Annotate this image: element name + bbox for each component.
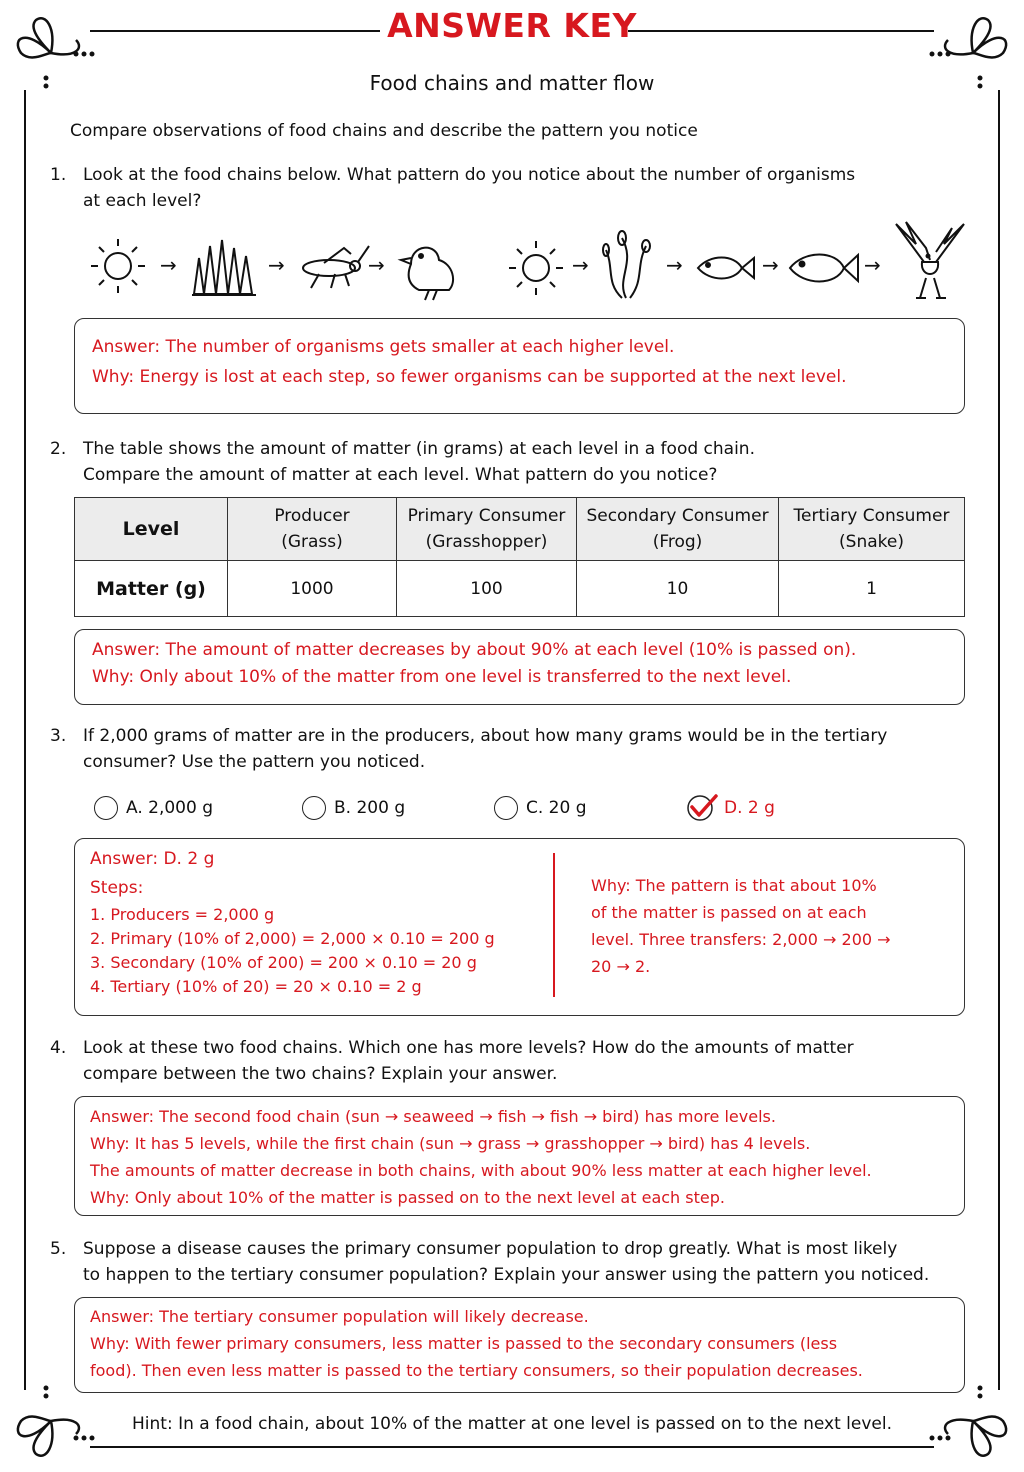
answer-line — [92, 637, 964, 664]
option-label: D. 2 g — [724, 798, 775, 818]
answer-label: Answer: — [92, 337, 161, 357]
why-label: Why: — [591, 876, 631, 895]
grasshopper-icon — [303, 246, 369, 288]
question-line: If 2,000 grams of matter are in the producers, about how many grams would be in the tertiary — [83, 726, 888, 746]
answer-box-2 — [74, 629, 965, 705]
table-cell: 10 — [577, 561, 779, 617]
page-title: ANSWER KEY — [387, 6, 637, 45]
answer-box-3 — [74, 838, 965, 1016]
step-line: 3. Secondary (10% of 200) = 200 × 0.10 = 20 g — [90, 953, 477, 972]
option-label: B. 200 g — [334, 798, 406, 818]
border-bottom — [90, 1446, 934, 1448]
fish-icon — [790, 255, 858, 282]
why-line — [92, 362, 964, 392]
table-cell: 1000 — [228, 561, 397, 617]
answer-line: Why: It has 5 levels, while the first chain (sun → grass → grasshopper → bird) has 4 levels. — [90, 1134, 811, 1153]
arrow-icon: → — [268, 253, 285, 277]
answer-label: Answer: — [92, 640, 161, 660]
question-number: 2. — [50, 439, 67, 459]
hint-text: Hint: In a food chain, about 10% of the matter at one level is passed on to the next level. — [132, 1414, 892, 1434]
question-line: Suppose a disease causes the primary consumer population to drop greatly. What is most likely — [83, 1239, 898, 1259]
arrow-icon: → — [864, 253, 881, 277]
why-text: Only about 10% of the matter from one level is transferred to the next level. — [134, 667, 792, 687]
grass-icon — [192, 240, 256, 295]
answer-line: Why: Only about 10% of the matter is passed on to the next level at each step. — [90, 1188, 725, 1207]
sun-icon — [91, 239, 145, 293]
arrow-icon: → — [666, 253, 683, 277]
question-line: to happen to the tertiary consumer population? Explain your answer using the pattern you noticed. — [83, 1265, 930, 1285]
radio-circle-icon[interactable] — [302, 796, 326, 820]
answer-line: Why: With fewer primary consumers, less matter is passed to the secondary consumers (less — [90, 1334, 838, 1353]
arrow-icon: → — [368, 253, 385, 277]
option-b[interactable] — [302, 794, 405, 822]
answer-box-1 — [74, 318, 965, 414]
table-header-cell: Primary Consumer (Grasshopper) — [397, 498, 577, 561]
table-header-cell: Tertiary Consumer (Snake) — [779, 498, 965, 561]
seaweed-icon — [603, 231, 650, 298]
question-line: compare between the two chains? Explain your answer. — [83, 1064, 558, 1084]
table-cell: 1 — [779, 561, 965, 617]
why-text: Energy is lost at each step, so fewer organisms can be supported at the next level. — [134, 367, 847, 387]
radio-circle-icon[interactable] — [94, 796, 118, 820]
table-corner-cell: Level — [75, 498, 228, 561]
question-5 — [50, 1236, 970, 1288]
question-line: at each level? — [83, 191, 202, 211]
table-row — [75, 561, 965, 617]
question-number: 3. — [50, 726, 67, 746]
fish-icon — [698, 258, 754, 279]
table-row-label: Matter (g) — [75, 561, 228, 617]
table-header-cell: Producer (Grass) — [228, 498, 397, 561]
question-line: Look at the food chains below. What pattern do you notice about the number of organisms — [83, 165, 856, 185]
question-line: The table shows the amount of matter (in grams) at each level in a food chain. — [83, 439, 755, 459]
answer-steps-column — [90, 846, 540, 999]
page-subtitle: Food chains and matter flow — [369, 71, 655, 95]
food-chain-2 — [500, 220, 970, 306]
why-line — [591, 872, 951, 899]
answer-line: The amounts of matter decrease in both chains, with about 90% less matter at each higher level. — [90, 1161, 872, 1180]
question-number: 4. — [50, 1038, 67, 1058]
checkmark-circle-icon[interactable] — [686, 793, 720, 823]
table-cell: 100 — [397, 561, 577, 617]
arrow-icon: → — [160, 253, 177, 277]
answer-why-column — [591, 872, 951, 980]
option-a[interactable] — [94, 794, 213, 822]
why-line: level. Three transfers: 2,000 → 200 → — [591, 930, 891, 949]
answer-text: The amount of matter decreases by about 90% at each level (10% is passed on). — [160, 640, 857, 660]
table-header-row — [75, 498, 965, 561]
answer-box-4 — [74, 1096, 965, 1216]
question-number: 5. — [50, 1239, 67, 1259]
why-text: The pattern is that about 10% — [630, 876, 877, 895]
sun-icon — [509, 241, 563, 295]
eagle-icon — [896, 222, 964, 298]
question-line: consumer? Use the pattern you noticed. — [83, 752, 426, 772]
answer-line — [92, 332, 964, 362]
answer-line: food). Then even less matter is passed to the tertiary consumers, so their population decreases. — [90, 1361, 863, 1380]
arrow-icon: → — [762, 253, 779, 277]
question-3 — [50, 723, 950, 775]
question-2 — [50, 436, 950, 488]
question-1 — [50, 162, 950, 214]
question-line: Compare the amount of matter at each level. What pattern do you notice? — [83, 465, 718, 485]
why-label: Why: — [92, 367, 135, 387]
answer-line: Answer: The second food chain (sun → seaweed → fish → fish → bird) has more levels. — [90, 1107, 776, 1126]
matter-table — [74, 497, 965, 617]
option-c[interactable] — [494, 794, 587, 822]
question-number: 1. — [50, 165, 67, 185]
option-d[interactable] — [686, 794, 775, 822]
arrow-icon: → — [572, 253, 589, 277]
step-line: 1. Producers = 2,000 g — [90, 905, 275, 924]
answer-line: Answer: The tertiary consumer population will likely decrease. — [90, 1307, 589, 1326]
answer-text: The number of organisms gets smaller at each higher level. — [160, 337, 675, 357]
answer-box-5 — [74, 1297, 965, 1393]
bird-icon — [401, 248, 453, 300]
table-header-cell: Secondary Consumer (Frog) — [577, 498, 779, 561]
radio-circle-icon[interactable] — [494, 796, 518, 820]
option-label: A. 2,000 g — [126, 798, 214, 818]
why-line: of the matter is passed on at each — [591, 903, 867, 922]
question-4 — [50, 1035, 950, 1087]
why-line: 20 → 2. — [591, 957, 651, 976]
why-line — [92, 664, 964, 691]
instructions: Compare observations of food chains and describe the pattern you notice — [70, 121, 698, 141]
answer-line: Answer: D. 2 g — [90, 849, 215, 869]
step-line: 4. Tertiary (10% of 20) = 20 × 0.10 = 2 g — [90, 977, 422, 996]
step-line: 2. Primary (10% of 2,000) = 2,000 × 0.10 = 200 g — [90, 929, 495, 948]
question-line: Look at these two food chains. Which one has more levels? How do the amounts of matter — [83, 1038, 854, 1058]
border-left — [24, 90, 26, 1390]
border-right — [998, 90, 1000, 1390]
why-label: Why: — [92, 667, 135, 687]
option-label: C. 20 g — [526, 798, 587, 818]
column-divider — [553, 853, 555, 997]
steps-label: Steps: — [90, 878, 144, 898]
